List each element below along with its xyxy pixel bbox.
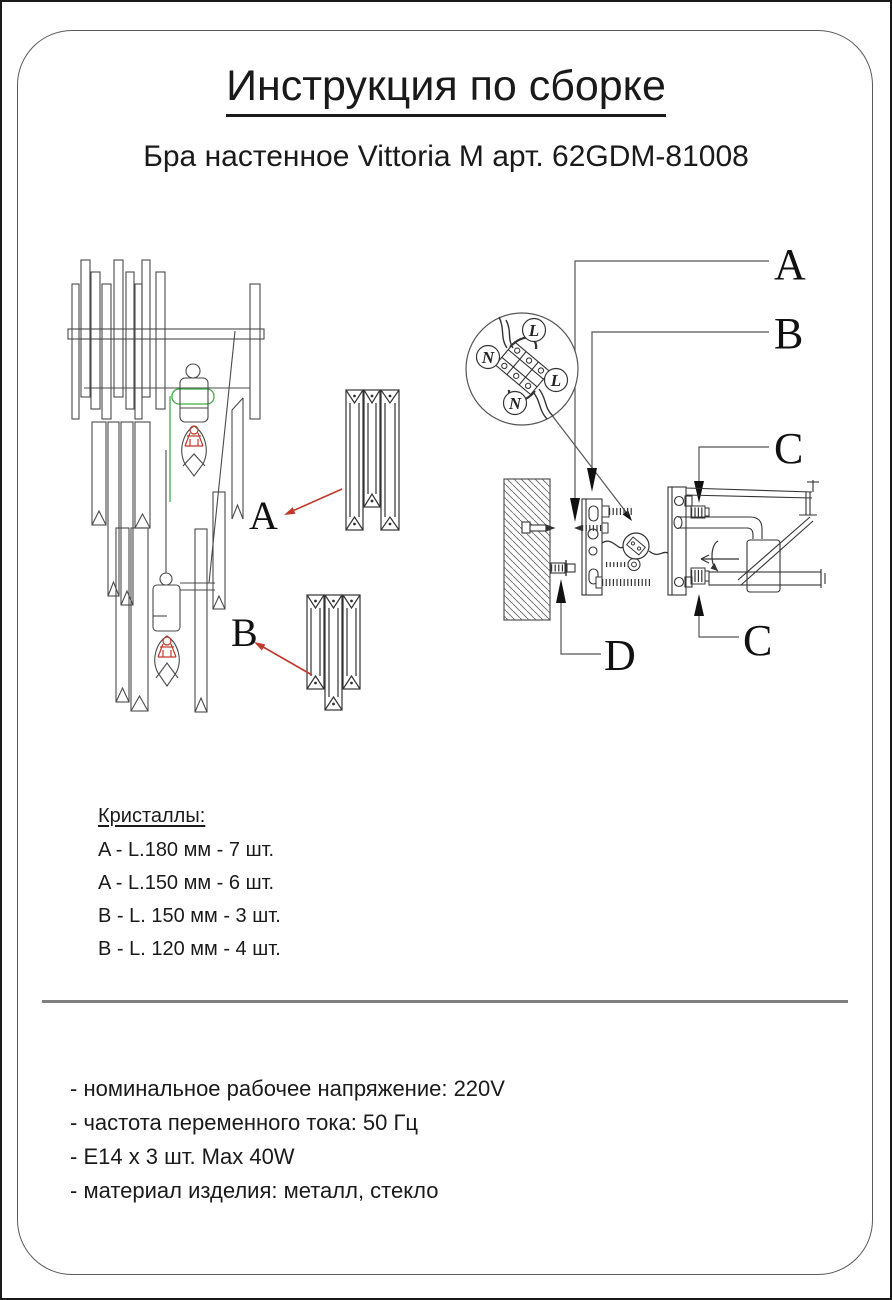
bulb-top xyxy=(180,364,208,476)
terminal-connector xyxy=(602,533,668,559)
crystal-spec-line: A - L.150 мм - 6 шт. xyxy=(98,872,275,894)
crystal-bars-lower xyxy=(92,398,243,712)
divider-line xyxy=(42,1000,848,1003)
step-label-d: D xyxy=(604,631,636,680)
rotation-arrows xyxy=(701,541,739,571)
part-label-a: A xyxy=(249,493,278,538)
support-rod xyxy=(709,569,825,588)
wall-section xyxy=(504,479,550,620)
thumb-screw-top xyxy=(691,506,709,518)
filament-symbol-bottom xyxy=(158,637,176,657)
step-label-a: A xyxy=(774,240,806,289)
page-title: Инструкция по сборке xyxy=(2,62,890,117)
step-label-b: B xyxy=(774,309,804,358)
red-arrow-b xyxy=(254,642,312,675)
bulb-bottom xyxy=(153,573,180,686)
crystal-spec-line: A - L.180 мм - 7 шт. xyxy=(98,839,275,861)
spec-line: - материал изделия: металл, стекло xyxy=(70,1178,439,1203)
terminal-l-right: L xyxy=(550,371,562,390)
spec-line: - E14 x 3 шт. Max 40W xyxy=(70,1144,295,1169)
terminal-l-top: L xyxy=(528,321,540,340)
terminal-n-left: N xyxy=(481,348,495,367)
curved-arm-tube xyxy=(674,517,762,540)
crystal-set-b xyxy=(307,595,360,710)
step-label-c-bottom: C xyxy=(743,616,773,665)
crystals-section xyxy=(98,800,281,966)
terminal-n-bottom: N xyxy=(508,394,522,413)
spec-line: - номинальное рабочее напряжение: 220V xyxy=(70,1076,505,1101)
lamp-arm-assembly xyxy=(668,480,825,595)
sconce-technical-drawing xyxy=(57,227,417,727)
wiring-detail-circle xyxy=(466,313,578,425)
assembly-diagram xyxy=(457,227,877,687)
thumb-screw-bottom xyxy=(691,568,709,584)
crystal-set-a xyxy=(346,390,399,530)
crystal-spec-line: B - L. 120 мм - 4 шт. xyxy=(98,938,281,960)
crystal-spec-line: B - L. 150 мм - 3 шт. xyxy=(98,905,281,927)
crystals-heading: Кристаллы: xyxy=(98,805,206,827)
spec-line: - частота переменного тока: 50 Гц xyxy=(70,1110,419,1135)
red-arrow-a xyxy=(284,489,342,515)
product-name: Бра настенное Vittoria M арт. 62GDM-81008 xyxy=(143,140,749,173)
specs-section xyxy=(70,1072,505,1208)
part-label-b: B xyxy=(231,610,258,655)
diagonal-brace xyxy=(738,517,813,585)
dowel-screw xyxy=(551,560,575,576)
filament-symbol-top xyxy=(185,426,203,446)
step-label-c-top: C xyxy=(774,424,804,473)
